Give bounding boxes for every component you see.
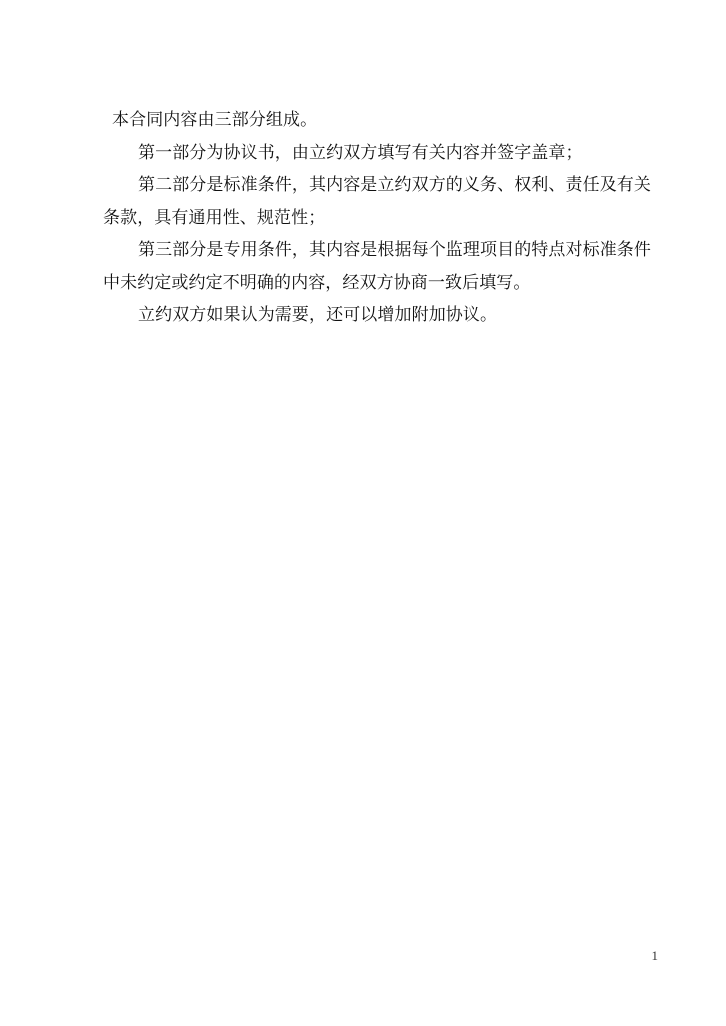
document-line: 中未约定或约定不明确的内容，经双方协商一致后填写。 <box>103 272 531 292</box>
document-line: 条款，具有通用性、规范性； <box>103 207 326 227</box>
page-number: 1 <box>651 948 658 963</box>
document-body-text <box>103 104 655 332</box>
document-line: 第三部分是专用条件，其内容是根据每个监理项目的特点对标准条件 <box>138 240 651 259</box>
document-line: 立约双方如果认为需要，还可以增加附加协议。 <box>138 305 498 324</box>
document-line: 本合同内容由三部分组成。 <box>112 110 318 129</box>
document-line: 第二部分是标准条件，其内容是立约双方的义务、权利、责任及有关 <box>138 175 651 194</box>
document-line: 第一部分为协议书，由立约双方填写有关内容并签字盖章； <box>138 142 583 162</box>
